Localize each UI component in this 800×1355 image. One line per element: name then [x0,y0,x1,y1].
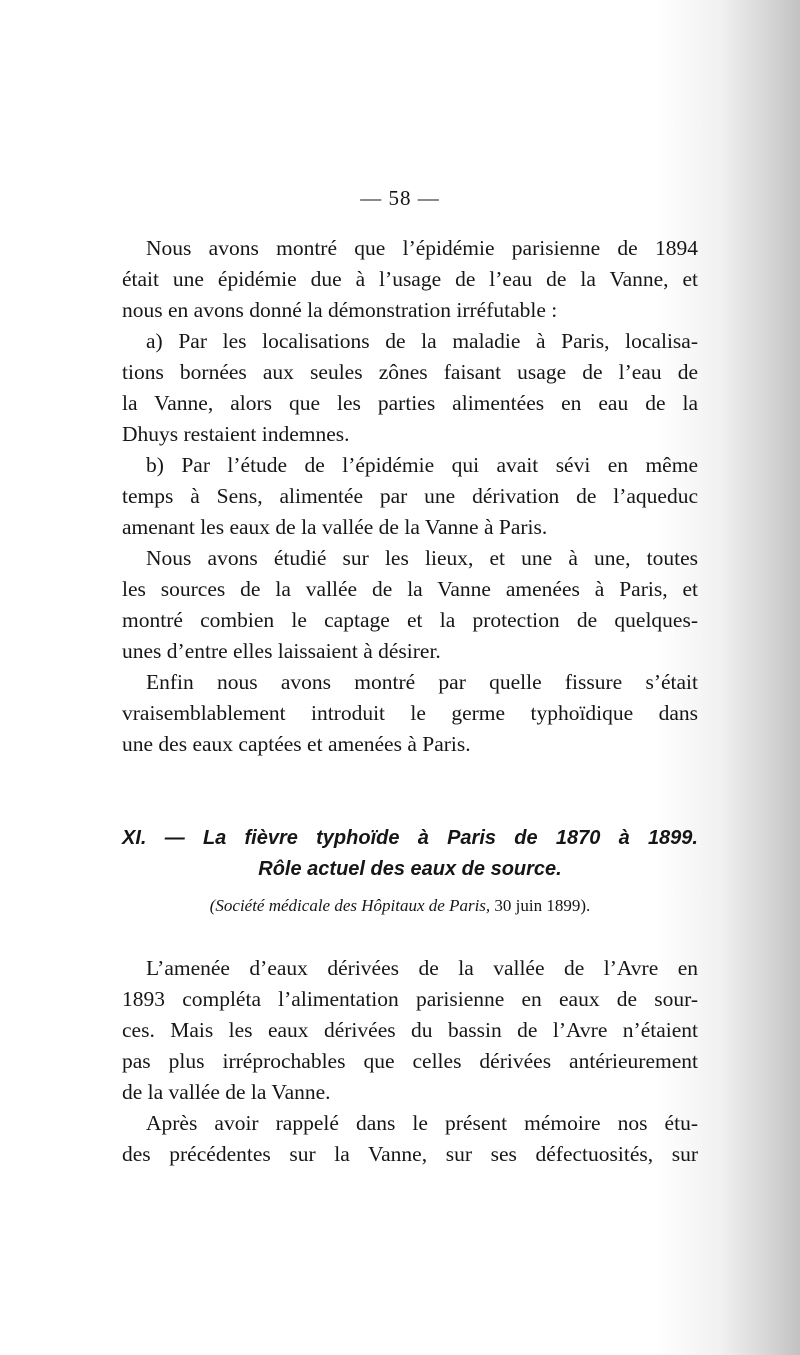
text-line: a) Par les localisations de la maladie à Paris, localisa- [146,329,698,353]
text-line: temps à Sens, alimentée par une dérivation de l’aqueduc [122,484,698,508]
text-line: ces. Mais les eaux dérivées du bassin de l’Avre n’étaient [122,1018,698,1042]
page-number: — 58 — [360,186,440,210]
text-line: Nous avons montré que l’épidémie parisienne de 1894 [146,236,698,260]
text-line: unes d’entre elles laissaient à désirer. [122,639,441,663]
text-line: b) Par l’étude de l’épidémie qui avait sévi en même [146,453,698,477]
text-line: la Vanne, alors que les parties alimentées en eau de la [122,391,698,415]
text-line: L’amenée d’eaux dérivées de la vallée de l’Avre en [146,956,698,980]
citation-date: 30 juin 1899). [490,896,591,915]
text-line: pas plus irréprochables que celles dérivées antérieurement [122,1049,698,1073]
section-heading-line-1: XI. — La fièvre typhoïde à Paris de 1870 à 1899. [122,827,698,849]
text-line: 1893 compléta l’alimentation parisienne en eaux de sour- [122,987,698,1011]
paragraph-block-1 [122,233,698,760]
text-line: montré combien le captage et la protection de quelques- [122,608,698,632]
text-line: des précédentes sur la Vanne, sur ses défectuosités, sur [122,1142,698,1166]
section-heading-line-2: Rôle actuel des eaux de source. [258,858,562,880]
text-line: Enfin nous avons montré par quelle fissure s’était [146,670,698,694]
text-line: était une épidémie due à l’usage de l’eau de la Vanne, et [122,267,698,291]
text-line: Après avoir rappelé dans le présent mémoire nos étu- [146,1111,698,1135]
text-line: tions bornées aux seules zônes faisant usage de l’eau de [122,360,698,384]
text-line: Nous avons étudié sur les lieux, et une à une, toutes [146,546,698,570]
text-line: les sources de la vallée de la Vanne amenées à Paris, et [122,577,698,601]
text-line: une des eaux captées et amenées à Paris. [122,732,471,756]
paragraph-block-2 [122,953,698,1170]
text-line: de la vallée de la Vanne. [122,1080,331,1104]
citation-source: (Société médicale des Hôpitaux de Paris, [209,896,491,915]
text-line: amenant les eaux de la vallée de la Vanne à Paris. [122,515,548,539]
text-line: Dhuys restaient indemnes. [122,422,350,446]
text-line: nous en avons donné la démonstration irréfutable : [122,298,558,322]
citation [0,896,800,916]
text-line: vraisemblablement introduit le germe typhoïdique dans [122,701,698,725]
